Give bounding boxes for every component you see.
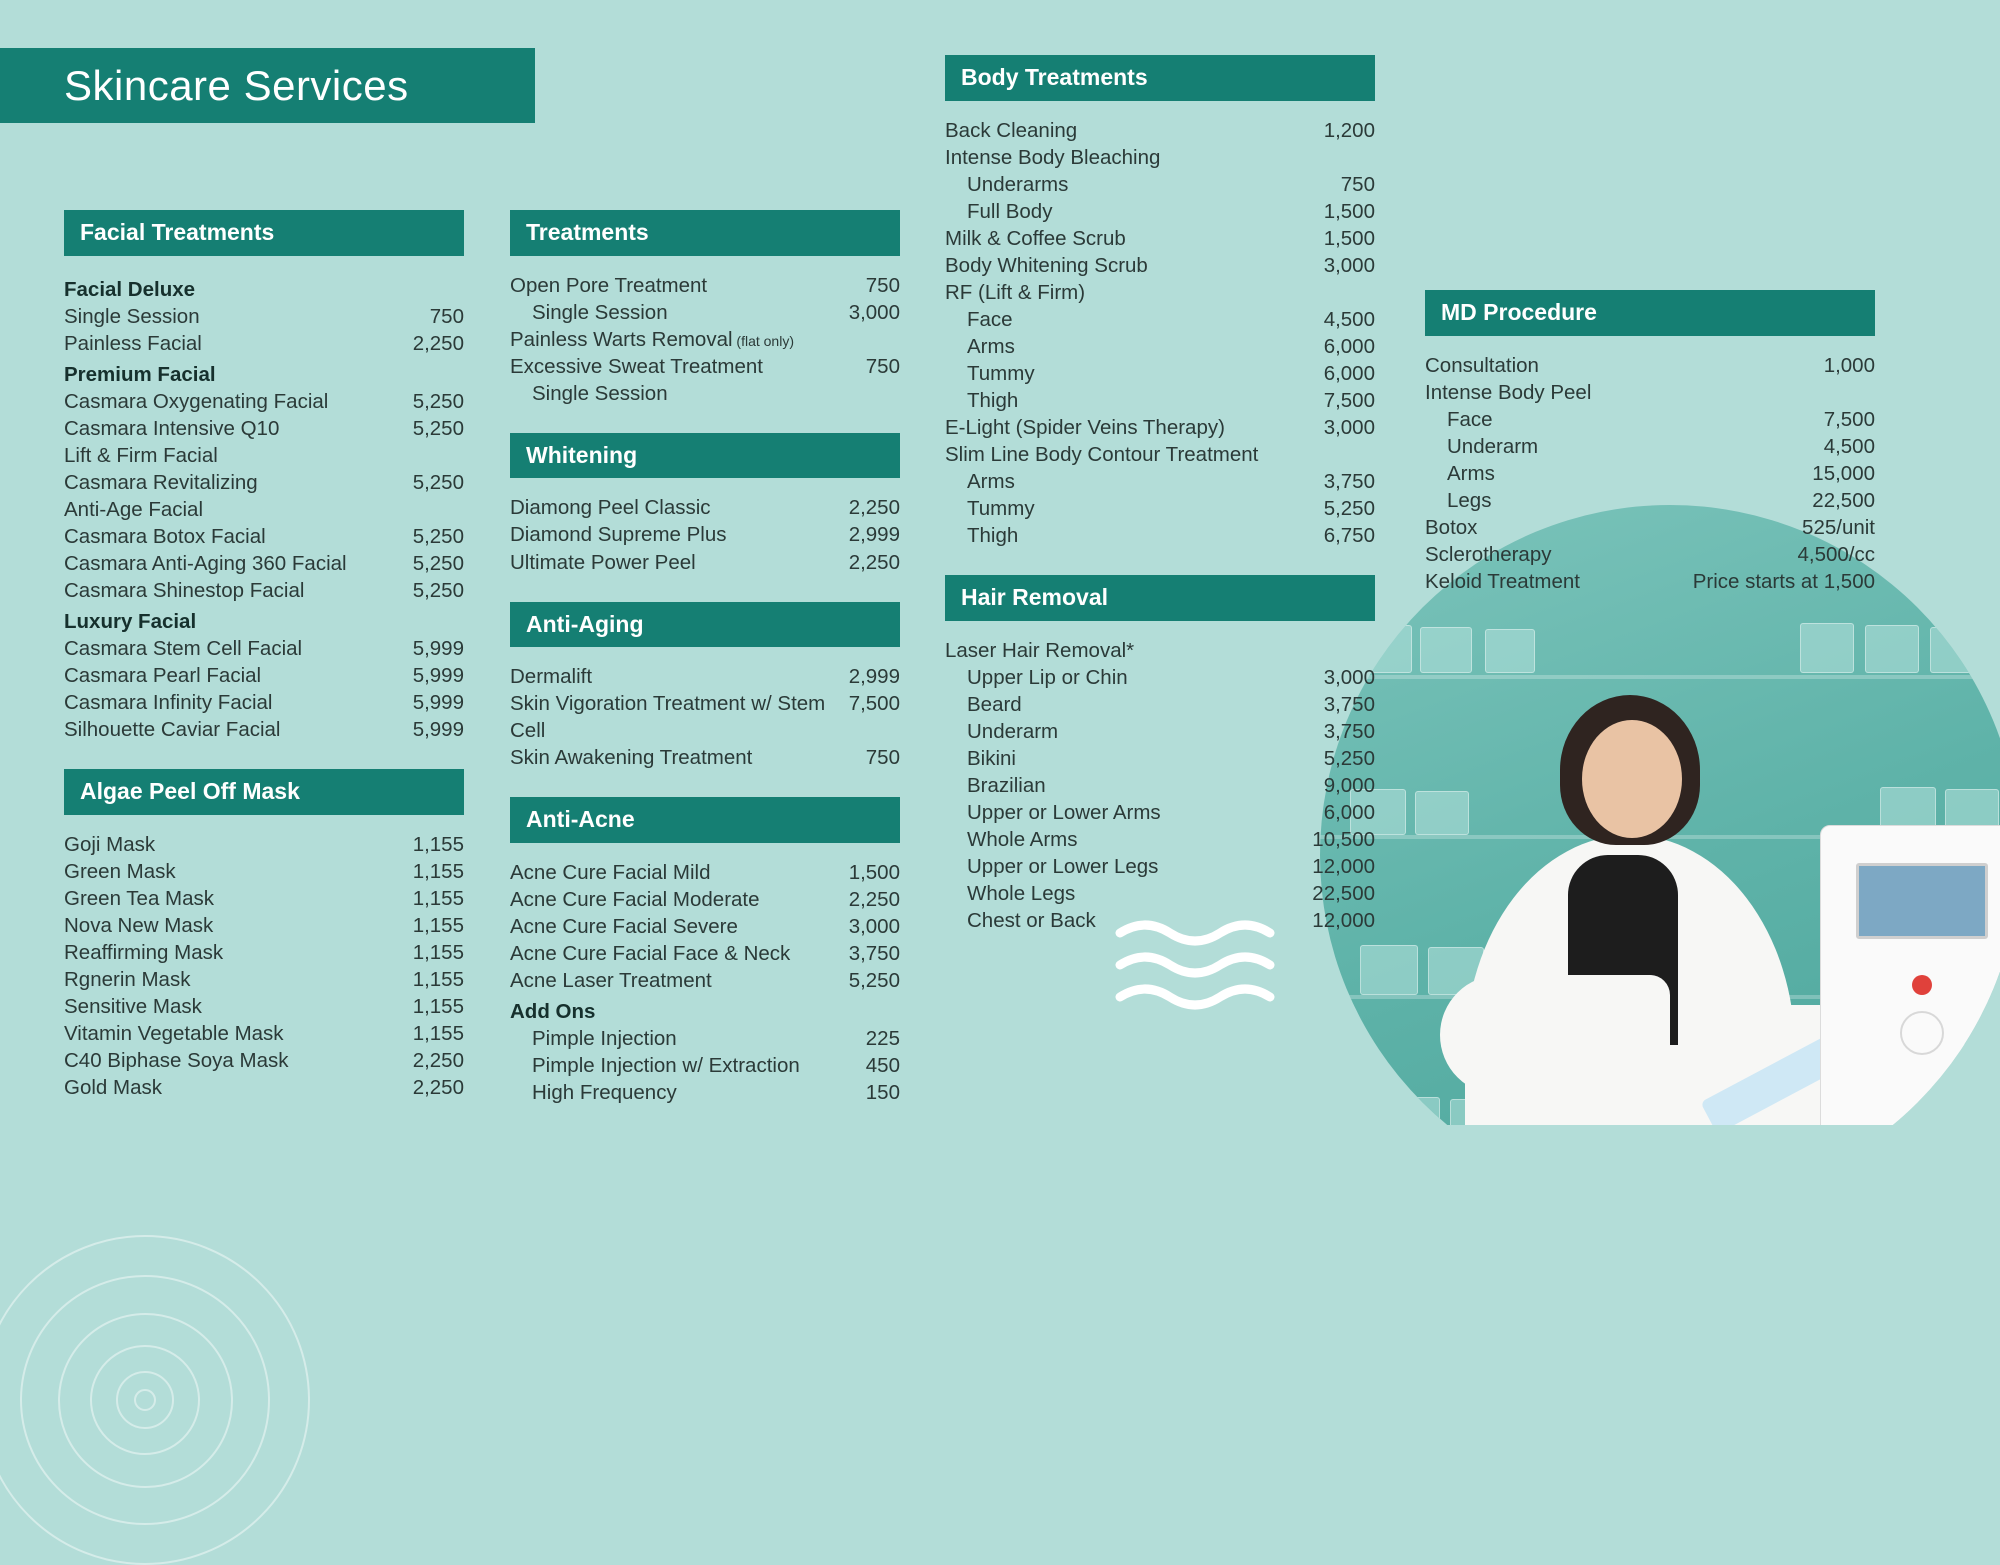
service-label: Single Session bbox=[532, 300, 668, 324]
price-row bbox=[945, 637, 1375, 664]
service-price: 1,155 bbox=[412, 1022, 464, 1046]
price-row bbox=[510, 913, 900, 940]
service-label: E-Light (Spider Veins Therapy) bbox=[945, 416, 1225, 440]
section-heading-whitening: Whitening bbox=[510, 433, 900, 479]
section-heading-facial-treatments: Facial Treatments bbox=[64, 210, 464, 256]
service-label: Bikini bbox=[967, 747, 1016, 771]
price-row bbox=[64, 550, 464, 577]
service-price: 5,250 bbox=[412, 552, 464, 576]
price-row bbox=[945, 279, 1375, 306]
service-price: 450 bbox=[865, 1054, 900, 1078]
section-whitening bbox=[510, 433, 900, 576]
price-row bbox=[945, 414, 1375, 441]
price-row bbox=[64, 415, 464, 442]
service-price: 6,000 bbox=[1323, 801, 1375, 825]
service-price: 3,000 bbox=[1323, 665, 1375, 689]
price-row bbox=[64, 496, 464, 523]
service-price: 5,999 bbox=[412, 637, 464, 661]
service-price: 5,250 bbox=[848, 969, 900, 993]
service-price: 5,999 bbox=[412, 691, 464, 715]
service-price: 4,500/cc bbox=[1797, 542, 1875, 566]
service-price: Price starts at 1,500 bbox=[1692, 569, 1875, 593]
service-label: Green Tea Mask bbox=[64, 887, 215, 911]
service-label: Face bbox=[967, 307, 1013, 331]
service-label: Consultation bbox=[1425, 353, 1539, 377]
service-label: Casmara Intensive Q10 bbox=[64, 416, 280, 440]
page-title-bar bbox=[0, 48, 535, 123]
machine-power-button[interactable] bbox=[1912, 975, 1932, 995]
service-label: Laser Hair Removal* bbox=[945, 638, 1135, 662]
service-price: 3,750 bbox=[1323, 720, 1375, 744]
section-body-hair-removal bbox=[945, 627, 1375, 935]
service-label: Botox bbox=[1425, 515, 1478, 539]
service-label: Casmara Stem Cell Facial bbox=[64, 637, 303, 661]
page-title: Skincare Services bbox=[64, 61, 409, 109]
service-price: 7,500 bbox=[1323, 389, 1375, 413]
price-row bbox=[1425, 460, 1875, 487]
section-body-treatments bbox=[945, 55, 1375, 549]
price-row bbox=[510, 299, 900, 326]
service-price: 5,999 bbox=[412, 664, 464, 688]
price-row bbox=[64, 885, 464, 912]
price-row bbox=[64, 442, 464, 469]
section-body-anti-acne bbox=[510, 849, 900, 1106]
service-label: Skin Awakening Treatment bbox=[510, 746, 753, 770]
service-price: 22,500 bbox=[1812, 488, 1875, 512]
service-price: 1,155 bbox=[412, 968, 464, 992]
price-row bbox=[64, 1020, 464, 1047]
section-body-facial-treatments bbox=[64, 262, 464, 744]
price-row bbox=[945, 252, 1375, 279]
service-label: Sclerotherapy bbox=[1425, 542, 1552, 566]
service-label: Goji Mask bbox=[64, 832, 156, 856]
price-row bbox=[510, 549, 900, 576]
service-label: Facial Deluxe bbox=[64, 277, 196, 301]
service-price: 2,250 bbox=[412, 331, 464, 355]
price-row bbox=[1425, 568, 1875, 595]
section-heading-anti-aging: Anti-Aging bbox=[510, 602, 900, 648]
service-price: 4,500 bbox=[1823, 434, 1875, 458]
service-label: Anti-Age Facial bbox=[64, 497, 204, 521]
service-price: 3,000 bbox=[1323, 416, 1375, 440]
service-price: 2,250 bbox=[848, 887, 900, 911]
service-price: 3,000 bbox=[848, 915, 900, 939]
service-label: Body Whitening Scrub bbox=[945, 253, 1148, 277]
service-price: 3,750 bbox=[848, 942, 900, 966]
price-row bbox=[945, 880, 1375, 907]
service-label: Intense Body Peel bbox=[1425, 380, 1592, 404]
service-price: 2,250 bbox=[412, 1049, 464, 1073]
price-row bbox=[945, 144, 1375, 171]
service-label: Upper or Lower Legs bbox=[967, 855, 1159, 879]
service-price: 5,250 bbox=[412, 416, 464, 440]
service-price: 2,999 bbox=[848, 665, 900, 689]
section-heading-treatments: Treatments bbox=[510, 210, 900, 256]
service-label: High Frequency bbox=[532, 1081, 677, 1105]
service-label: Skin Vigoration Treatment w/ Stem Cell bbox=[510, 692, 826, 743]
price-row bbox=[64, 831, 464, 858]
price-row bbox=[945, 225, 1375, 252]
service-label: Milk & Coffee Scrub bbox=[945, 226, 1126, 250]
service-price: 3,000 bbox=[848, 300, 900, 324]
price-row bbox=[510, 1079, 900, 1106]
service-price: 1,155 bbox=[412, 832, 464, 856]
price-row bbox=[1425, 352, 1875, 379]
service-price: 1,155 bbox=[412, 887, 464, 911]
price-row bbox=[945, 799, 1375, 826]
service-label: Acne Cure Facial Moderate bbox=[510, 887, 760, 911]
service-price: 2,999 bbox=[848, 523, 900, 547]
service-price: 1,155 bbox=[412, 995, 464, 1019]
service-label: Slim Line Body Contour Treatment bbox=[945, 443, 1259, 467]
service-label: Acne Cure Facial Severe bbox=[510, 915, 738, 939]
service-price: 4,500 bbox=[1323, 307, 1375, 331]
service-label: Arms bbox=[967, 334, 1015, 358]
price-row bbox=[510, 326, 900, 353]
price-row bbox=[64, 361, 464, 388]
section-heading-algae-peel-off-mask: Algae Peel Off Mask bbox=[64, 769, 464, 815]
aesthetician-arm bbox=[1440, 975, 1670, 1095]
service-label: Single Session bbox=[64, 304, 200, 328]
service-label: Pimple Injection bbox=[532, 1027, 677, 1051]
price-row bbox=[1425, 514, 1875, 541]
service-label: Excessive Sweat Treatment bbox=[510, 354, 763, 378]
price-row bbox=[64, 388, 464, 415]
price-row bbox=[1425, 487, 1875, 514]
service-price: 5,250 bbox=[1323, 497, 1375, 521]
section-algae-peel-off-mask bbox=[64, 769, 464, 1101]
price-row bbox=[945, 826, 1375, 853]
price-row bbox=[510, 886, 900, 913]
price-row bbox=[945, 718, 1375, 745]
service-label: Nova New Mask bbox=[64, 914, 214, 938]
price-row bbox=[945, 117, 1375, 144]
section-heading-anti-acne: Anti-Acne bbox=[510, 797, 900, 843]
service-price: 22,500 bbox=[1312, 882, 1375, 906]
service-label: Underarms bbox=[967, 172, 1069, 196]
service-label: Back Cleaning bbox=[945, 118, 1078, 142]
service-note: (flat only) bbox=[732, 332, 794, 349]
price-row bbox=[945, 333, 1375, 360]
service-price: 3,750 bbox=[1323, 693, 1375, 717]
service-label: Keloid Treatment bbox=[1425, 569, 1580, 593]
price-row bbox=[64, 858, 464, 885]
service-price: 12,000 bbox=[1312, 855, 1375, 879]
service-label: Face bbox=[1447, 407, 1493, 431]
service-price: 3,750 bbox=[1323, 470, 1375, 494]
price-row bbox=[510, 859, 900, 886]
price-row bbox=[1425, 433, 1875, 460]
price-row bbox=[945, 306, 1375, 333]
service-label: Silhouette Caviar Facial bbox=[64, 718, 281, 742]
service-label: Thigh bbox=[967, 524, 1019, 548]
service-label: Chest or Back bbox=[967, 909, 1096, 933]
service-label: Lift & Firm Facial bbox=[64, 443, 218, 467]
price-row bbox=[510, 663, 900, 690]
price-row bbox=[1425, 379, 1875, 406]
price-row bbox=[64, 912, 464, 939]
service-label: Acne Cure Facial Mild bbox=[510, 860, 711, 884]
service-label: Whole Legs bbox=[967, 882, 1076, 906]
price-row bbox=[510, 967, 900, 994]
service-label: Reaffirming Mask bbox=[64, 941, 224, 965]
service-price: 1,155 bbox=[412, 941, 464, 965]
service-label: Casmara Pearl Facial bbox=[64, 664, 262, 688]
service-label: Full Body bbox=[967, 199, 1053, 223]
service-label: Casmara Shinestop Facial bbox=[64, 579, 305, 603]
price-row bbox=[945, 522, 1375, 549]
price-row bbox=[64, 330, 464, 357]
service-price: 750 bbox=[865, 354, 900, 378]
price-row bbox=[1425, 406, 1875, 433]
column-three bbox=[945, 55, 1375, 960]
service-price: 5,999 bbox=[412, 718, 464, 742]
price-row bbox=[64, 1074, 464, 1101]
section-heading-hair-removal: Hair Removal bbox=[945, 575, 1375, 621]
service-price: 225 bbox=[865, 1027, 900, 1051]
service-price: 1,500 bbox=[848, 860, 900, 884]
price-row bbox=[945, 691, 1375, 718]
service-price: 6,000 bbox=[1323, 362, 1375, 386]
section-md-procedure bbox=[1425, 290, 1875, 595]
service-label: C40 Biphase Soya Mask bbox=[64, 1049, 289, 1073]
price-row bbox=[64, 716, 464, 743]
service-label: Gold Mask bbox=[64, 1076, 162, 1100]
service-label: Arms bbox=[967, 470, 1015, 494]
service-label: Rgnerin Mask bbox=[64, 968, 191, 992]
section-body-md-procedure bbox=[1425, 342, 1875, 595]
service-label: RF (Lift & Firm) bbox=[945, 280, 1086, 304]
section-anti-acne bbox=[510, 797, 900, 1106]
service-label: Acne Laser Treatment bbox=[510, 969, 712, 993]
price-row bbox=[64, 523, 464, 550]
service-label: Add Ons bbox=[510, 1000, 596, 1024]
service-price: 1,500 bbox=[1323, 226, 1375, 250]
service-label: Luxury Facial bbox=[64, 610, 197, 634]
service-label: Diamond Supreme Plus bbox=[510, 523, 727, 547]
service-price: 6,750 bbox=[1323, 524, 1375, 548]
service-price: 6,000 bbox=[1323, 334, 1375, 358]
price-row bbox=[510, 744, 900, 771]
service-price: 1,155 bbox=[412, 914, 464, 938]
service-price: 750 bbox=[429, 304, 464, 328]
service-label: Beard bbox=[967, 693, 1022, 717]
service-label: Vitamin Vegetable Mask bbox=[64, 1022, 284, 1046]
service-label: Acne Cure Facial Face & Neck bbox=[510, 942, 791, 966]
service-price: 12,000 bbox=[1312, 909, 1375, 933]
service-label: Green Mask bbox=[64, 860, 176, 884]
service-price: 750 bbox=[865, 273, 900, 297]
price-row bbox=[510, 940, 900, 967]
price-row bbox=[945, 441, 1375, 468]
service-price: 150 bbox=[865, 1081, 900, 1105]
service-label: Painless Warts Removal (flat only) bbox=[510, 327, 794, 351]
service-label: Intense Body Bleaching bbox=[945, 145, 1161, 169]
price-row bbox=[945, 745, 1375, 772]
service-label: Sensitive Mask bbox=[64, 995, 202, 1019]
column-one bbox=[64, 210, 464, 1127]
service-price: 7,500 bbox=[848, 692, 900, 716]
service-price: 2,250 bbox=[848, 550, 900, 574]
service-price: 5,250 bbox=[412, 389, 464, 413]
service-label: Ultimate Power Peel bbox=[510, 550, 696, 574]
service-label: Tummy bbox=[967, 362, 1035, 386]
service-price: 5,250 bbox=[412, 525, 464, 549]
service-price: 750 bbox=[865, 746, 900, 770]
section-body-whitening bbox=[510, 484, 900, 575]
service-label: Casmara Oxygenating Facial bbox=[64, 389, 329, 413]
aesthetician-face bbox=[1582, 720, 1682, 838]
section-facial-treatments bbox=[64, 210, 464, 743]
price-row bbox=[945, 468, 1375, 495]
service-price: 1,000 bbox=[1823, 353, 1875, 377]
section-treatments bbox=[510, 210, 900, 407]
machine-screen bbox=[1856, 863, 1988, 939]
price-row bbox=[945, 360, 1375, 387]
service-price: 5,250 bbox=[412, 470, 464, 494]
service-label: Underarm bbox=[1447, 434, 1539, 458]
column-two bbox=[510, 210, 900, 1132]
price-row bbox=[64, 662, 464, 689]
price-row bbox=[945, 853, 1375, 880]
service-price: 7,500 bbox=[1823, 407, 1875, 431]
price-row bbox=[945, 772, 1375, 799]
service-price: 1,200 bbox=[1323, 118, 1375, 142]
price-row bbox=[945, 907, 1375, 934]
price-row bbox=[64, 303, 464, 330]
service-label: Single Session bbox=[532, 381, 668, 405]
price-row bbox=[1425, 541, 1875, 568]
service-label: Premium Facial bbox=[64, 362, 216, 386]
section-hair-removal bbox=[945, 575, 1375, 934]
service-price: 5,250 bbox=[1323, 747, 1375, 771]
service-label: Diamong Peel Classic bbox=[510, 496, 711, 520]
service-price: 2,250 bbox=[412, 1076, 464, 1100]
column-four bbox=[1425, 290, 1875, 621]
price-row bbox=[945, 198, 1375, 225]
price-row bbox=[64, 608, 464, 635]
service-label: Whole Arms bbox=[967, 828, 1078, 852]
service-label: Pimple Injection w/ Extraction bbox=[532, 1054, 800, 1078]
service-label: Casmara Botox Facial bbox=[64, 525, 266, 549]
service-label: Upper or Lower Arms bbox=[967, 801, 1161, 825]
service-label: Open Pore Treatment bbox=[510, 273, 708, 297]
service-price: 15,000 bbox=[1812, 461, 1875, 485]
service-price: 3,000 bbox=[1323, 253, 1375, 277]
service-price: 2,250 bbox=[848, 496, 900, 520]
service-label: Brazilian bbox=[967, 774, 1046, 798]
price-row bbox=[64, 966, 464, 993]
service-price: 9,000 bbox=[1323, 774, 1375, 798]
price-row bbox=[510, 690, 900, 744]
service-label: Thigh bbox=[967, 389, 1019, 413]
price-row bbox=[510, 998, 900, 1025]
section-heading-md-procedure: MD Procedure bbox=[1425, 290, 1875, 336]
price-row bbox=[510, 494, 900, 521]
service-price: 10,500 bbox=[1312, 828, 1375, 852]
price-row bbox=[64, 689, 464, 716]
service-price: 1,500 bbox=[1323, 199, 1375, 223]
section-body-body-treatments bbox=[945, 107, 1375, 550]
service-label: Painless Facial bbox=[64, 331, 202, 355]
price-row bbox=[510, 1025, 900, 1052]
price-row bbox=[945, 664, 1375, 691]
price-row bbox=[945, 387, 1375, 414]
service-label: Tummy bbox=[967, 497, 1035, 521]
price-row bbox=[64, 469, 464, 496]
section-body-algae-peel-off-mask bbox=[64, 821, 464, 1101]
service-label: Casmara Infinity Facial bbox=[64, 691, 273, 715]
service-label: Dermalift bbox=[510, 665, 593, 689]
service-price: 750 bbox=[1340, 172, 1375, 196]
price-row bbox=[64, 1047, 464, 1074]
price-row bbox=[945, 495, 1375, 522]
service-label: Underarm bbox=[967, 720, 1059, 744]
service-label: Legs bbox=[1447, 488, 1492, 512]
price-row bbox=[945, 171, 1375, 198]
service-label: Upper Lip or Chin bbox=[967, 665, 1128, 689]
price-row bbox=[64, 276, 464, 303]
service-price: 525/unit bbox=[1802, 515, 1875, 539]
section-anti-aging bbox=[510, 602, 900, 772]
price-row bbox=[510, 353, 900, 380]
service-price: 5,250 bbox=[412, 579, 464, 603]
price-row bbox=[64, 635, 464, 662]
section-body-anti-aging bbox=[510, 653, 900, 771]
price-row bbox=[510, 272, 900, 299]
service-label: Casmara Revitalizing bbox=[64, 470, 258, 494]
section-body-treatments bbox=[510, 262, 900, 407]
price-row bbox=[64, 939, 464, 966]
service-label: Casmara Anti-Aging 360 Facial bbox=[64, 552, 347, 576]
service-label: Arms bbox=[1447, 461, 1495, 485]
price-row bbox=[64, 993, 464, 1020]
section-heading-body-treatments: Body Treatments bbox=[945, 55, 1375, 101]
service-price: 1,155 bbox=[412, 860, 464, 884]
price-row bbox=[510, 1052, 900, 1079]
price-row bbox=[64, 577, 464, 604]
price-row bbox=[510, 380, 900, 407]
price-row bbox=[510, 521, 900, 548]
